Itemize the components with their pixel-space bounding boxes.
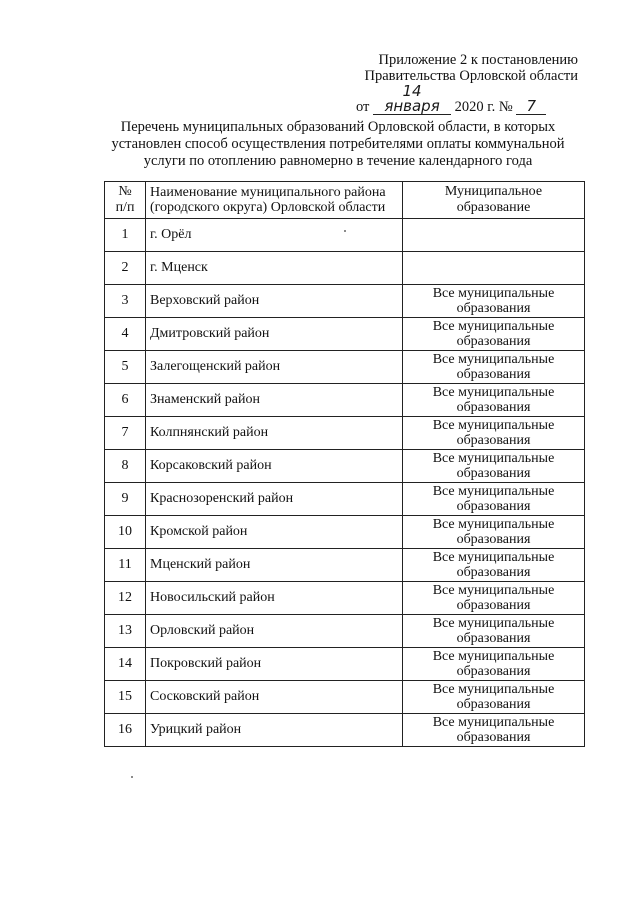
row-number: 1	[105, 219, 146, 252]
handwritten-number: 7	[516, 99, 546, 115]
table-row	[105, 285, 585, 318]
row-municipality	[403, 384, 585, 417]
row-municipality	[403, 318, 585, 351]
row-district-name: Знаменский район	[146, 384, 403, 417]
header-number	[105, 182, 146, 219]
row-municipality	[403, 450, 585, 483]
row-number: 2	[105, 252, 146, 285]
scan-speck	[344, 230, 346, 232]
row-municipality-line-1: Все муниципальные	[432, 484, 555, 499]
row-district-name: Мценский район	[146, 549, 403, 582]
table-row	[105, 483, 585, 516]
table-row	[105, 516, 585, 549]
table-row	[105, 318, 585, 351]
row-municipality-line-1: Все муниципальные	[432, 451, 555, 466]
row-municipality-line-1: Все муниципальные	[432, 385, 555, 400]
row-number: 7	[105, 417, 146, 450]
appendix-line-1: Приложение 2 к постановлению	[378, 52, 578, 68]
row-municipality-line-1: Все муниципальные	[432, 418, 555, 433]
row-municipality	[403, 483, 585, 516]
header-district-name	[146, 182, 403, 219]
header-number-abbr: п/п	[115, 200, 135, 215]
row-district-name: Урицкий район	[146, 714, 403, 747]
row-district-name: Покровский район	[146, 648, 403, 681]
row-municipality-line-1: Все муниципальные	[432, 682, 555, 697]
row-number: 6	[105, 384, 146, 417]
row-number: 5	[105, 351, 146, 384]
table-row	[105, 252, 585, 285]
row-district-name: Сосковский район	[146, 681, 403, 714]
row-municipality-line-1: Все муниципальные	[432, 649, 555, 664]
table-header-row	[105, 182, 585, 219]
row-municipality-line-1: Все муниципальные	[432, 715, 555, 730]
row-municipality-line-2: образования	[456, 367, 531, 382]
row-municipality	[403, 648, 585, 681]
row-municipality	[403, 285, 585, 318]
row-number: 10	[105, 516, 146, 549]
document-title	[100, 119, 576, 170]
appendix-header	[330, 52, 578, 115]
row-municipality	[403, 549, 585, 582]
row-district-name: Орловский район	[146, 615, 403, 648]
row-district-name: Дмитровский район	[146, 318, 403, 351]
row-district-name: Корсаковский район	[146, 450, 403, 483]
row-district-name: Верховский район	[146, 285, 403, 318]
title-line-2: установлен способ осуществления потребителями оплаты коммунальной	[111, 136, 565, 152]
row-municipality-line-2: образования	[456, 334, 531, 349]
handwritten-date: 14 января	[373, 84, 451, 115]
table-row	[105, 582, 585, 615]
row-number: 13	[105, 615, 146, 648]
row-number: 15	[105, 681, 146, 714]
row-municipality-line-2: образования	[456, 730, 531, 745]
row-municipality-line-2: образования	[456, 598, 531, 613]
resolution-date-line	[330, 84, 578, 115]
row-number: 4	[105, 318, 146, 351]
table-row	[105, 714, 585, 747]
year-and-number-label: 2020 г. №	[454, 99, 513, 115]
row-municipality	[403, 714, 585, 747]
row-municipality	[403, 582, 585, 615]
row-district-name: Новосильский район	[146, 582, 403, 615]
table-row	[105, 450, 585, 483]
table-row	[105, 648, 585, 681]
table-row	[105, 549, 585, 582]
table-row	[105, 219, 585, 252]
title-line-3: услуги по отоплению равномерно в течение календарного года	[143, 153, 533, 169]
row-municipality-line-1: Все муниципальные	[432, 550, 555, 565]
row-number: 3	[105, 285, 146, 318]
scan-speck	[131, 776, 133, 778]
appendix-line-2: Правительства Орловской области	[364, 68, 578, 84]
row-municipality-line-2: образования	[456, 631, 531, 646]
row-municipality-line-1: Все муниципальные	[432, 352, 555, 367]
row-municipality	[403, 516, 585, 549]
row-municipality-line-2: образования	[456, 301, 531, 316]
table-row	[105, 417, 585, 450]
row-district-name: г. Орёл	[146, 219, 403, 252]
row-municipality-line-1: Все муниципальные	[432, 286, 555, 301]
row-municipality	[403, 615, 585, 648]
row-number: 14	[105, 648, 146, 681]
row-district-name: Краснозоренский район	[146, 483, 403, 516]
row-number: 12	[105, 582, 146, 615]
row-district-name: г. Мценск	[146, 252, 403, 285]
row-number: 9	[105, 483, 146, 516]
row-municipality-line-2: образования	[456, 400, 531, 415]
table-row	[105, 351, 585, 384]
row-municipality-line-2: образования	[456, 466, 531, 481]
date-prefix: от	[356, 99, 370, 115]
row-municipality-line-2: образования	[456, 664, 531, 679]
row-municipality-line-2: образования	[456, 565, 531, 580]
municipalities-table	[104, 181, 585, 747]
row-municipality-line-1: Все муниципальные	[432, 319, 555, 334]
row-municipality-line-2: образования	[456, 433, 531, 448]
table-row	[105, 384, 585, 417]
header-district-name-line-1: Наименование муниципального района	[150, 185, 386, 200]
header-district-name-line-2: (городского округа) Орловской области	[150, 200, 386, 215]
row-number: 16	[105, 714, 146, 747]
row-municipality-line-2: образования	[456, 499, 531, 514]
title-line-1: Перечень муниципальных образований Орловской области, в которых	[120, 119, 556, 135]
row-municipality-line-2: образования	[456, 697, 531, 712]
row-municipality-line-1: Все муниципальные	[432, 583, 555, 598]
row-municipality	[403, 351, 585, 384]
row-municipality-line-1: Все муниципальные	[432, 517, 555, 532]
row-municipality	[403, 219, 585, 252]
row-municipality	[403, 417, 585, 450]
table-row	[105, 681, 585, 714]
row-district-name: Колпнянский район	[146, 417, 403, 450]
row-district-name: Залегощенский район	[146, 351, 403, 384]
row-municipality-line-1: Все муниципальные	[432, 616, 555, 631]
row-municipality	[403, 681, 585, 714]
row-municipality-line-2: образования	[456, 532, 531, 547]
row-municipality	[403, 252, 585, 285]
row-district-name: Кромской район	[146, 516, 403, 549]
header-number-symbol: №	[118, 184, 132, 199]
table-row	[105, 615, 585, 648]
header-municipality: Муниципальное образование	[403, 182, 585, 219]
row-number: 11	[105, 549, 146, 582]
row-number: 8	[105, 450, 146, 483]
